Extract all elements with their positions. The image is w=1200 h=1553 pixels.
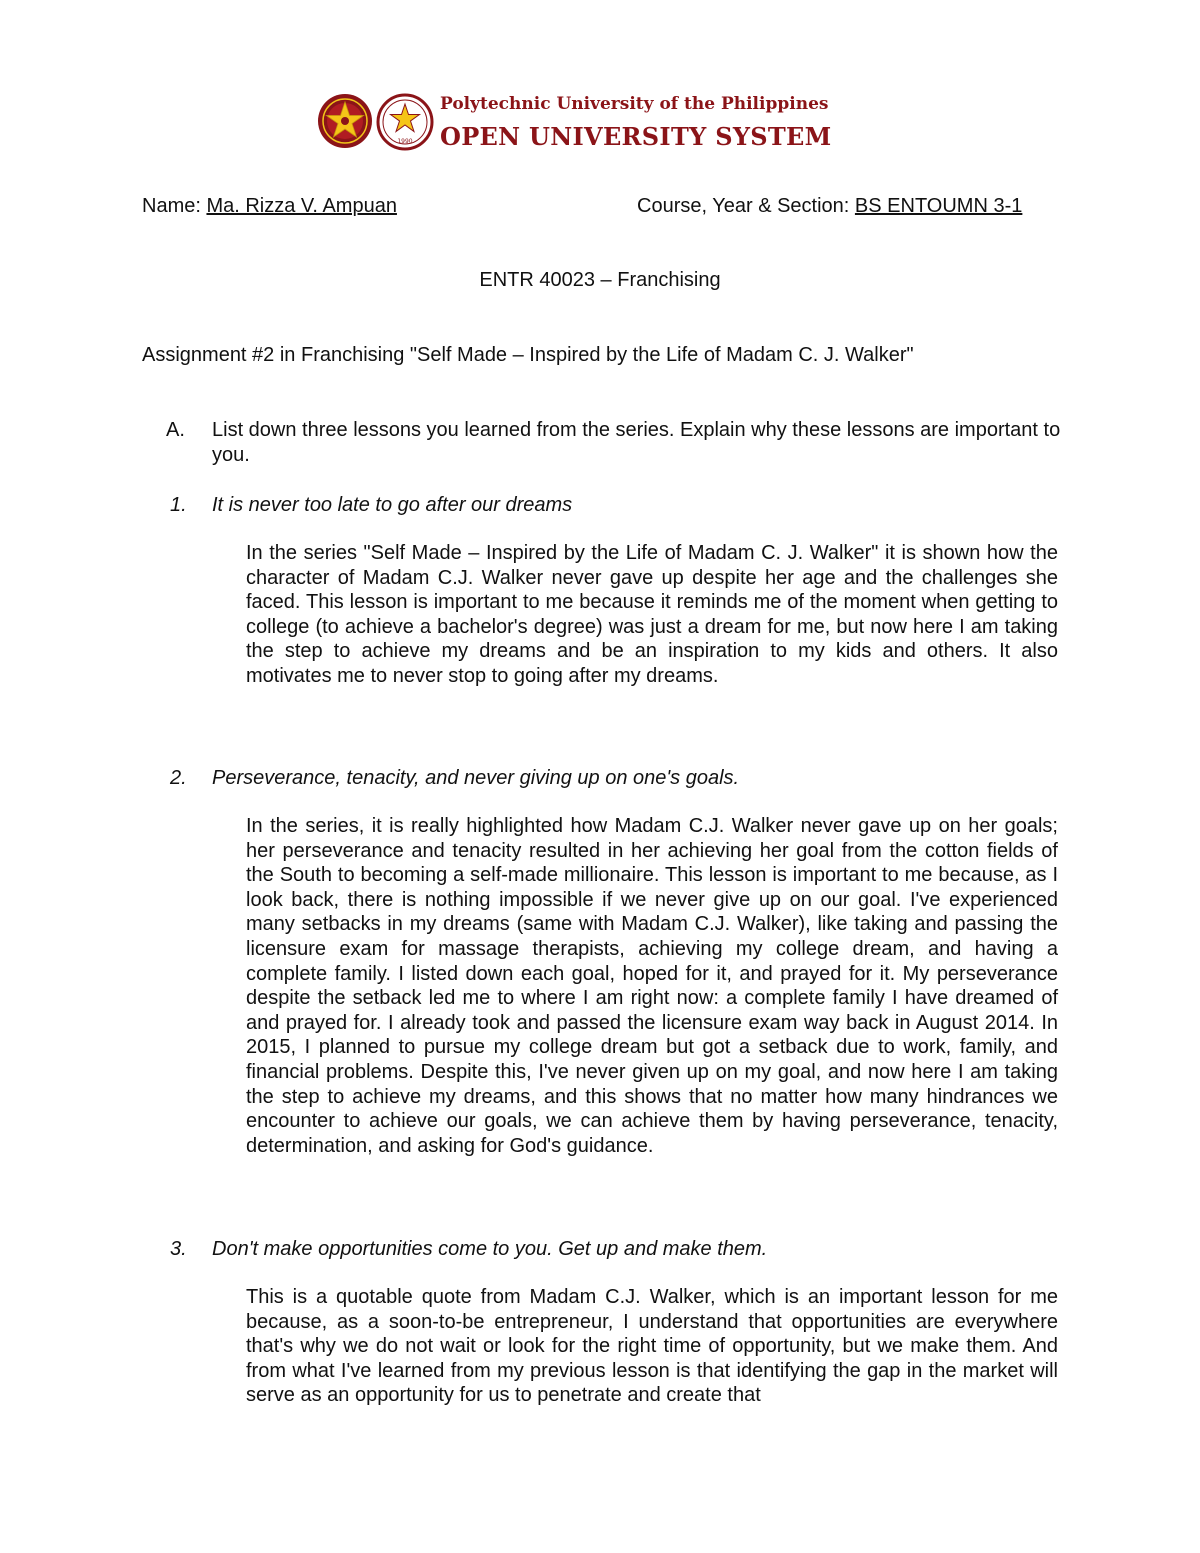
lesson-title: It is never too late to go after our dreams: [212, 494, 573, 516]
question-text: List down three lessons you learned from the series. Explain why these lessons are important to you.: [212, 419, 1061, 466]
lesson-title: Perseverance, tenacity, and never giving up on one's goals.: [212, 767, 740, 789]
logo-year-text: 1990: [397, 138, 413, 145]
university-name: Polytechnic University of the Philippines: [440, 94, 829, 114]
name-label: Name:: [142, 195, 207, 217]
lesson-body: This is a quotable quote from Madam C.J. Walker, which is an important lesson for me because, as a soon-to-be entrepreneur, I understand that opportunities are everywhere that's why we do not wait or look for the right time of opportunity, but we make them. And from what I've learned from my previous lesson is that identifying the gap in the market will serve as an opportunity for us to penetrate and create that: [246, 1286, 1058, 1407]
course-value: BS ENTOUMN 3-1: [854, 195, 1023, 217]
student-name-row: [142, 194, 397, 219]
lesson-title: Don't make opportunities come to you. Get up and make them.: [212, 1238, 768, 1260]
lesson-number: 1.: [170, 494, 187, 516]
open-university-system-title: OPEN UNIVERSITY SYSTEM: [440, 122, 832, 151]
lesson-body: In the series, it is really highlighted how Madam C.J. Walker never gave up on her goals; her perseverance and tenacity resulted in her achieving her goal from the cotton fields of the South to becoming a self-made millionaire. This lesson is important to me because, as I look back, there is nothing impossible if we never give up on our goal. I've experienced many setbacks in my dreams (same with Madam C.J. Walker), like taking and passing the licensure exam for massage therapists, achieving my college dream, and having a complete family. I listed down each goal, hoped for it, and prayed for it. My perseverance despite the setback led me to where I am right now: a complete family I have dreamed of and prayed for. I already took and passed the licensure exam way back in August 2014. In 2015, I planned to pursue my college dream but got a setback due to work, family, and financial problems. Despite this, I've never given up on my goal, and now here I am taking the step to achieve my dreams, and this shows that no matter how many hindrances we encounter to achieve our goals, we can achieve them by having perseverance, tenacity, determination, and asking for God's guidance.: [246, 815, 1058, 1157]
assignment-title: Assignment #2 in Franchising "Self Made – Inspired by the Life of Madam C. J. Walker": [142, 344, 914, 366]
name-value: Ma. Rizza V. Ampuan: [206, 195, 397, 217]
logos: [316, 92, 434, 154]
pup-seal-logo: [316, 92, 374, 150]
lesson-body: In the series "Self Made – Inspired by the Life of Madam C. J. Walker" it is shown how the character of Madam C.J. Walker never gave up despite her age and the challenges she faced. This lesson is important to me because it reminds me of the moment when getting to college (to achieve a bachelor's degree) was just a dream for me, but now here I am taking the step to achieve my dreams and be an inspiration to my kids and others. It also motivates me to never stop to going after my dreams.: [246, 542, 1058, 687]
ous-seal-logo: [376, 92, 434, 152]
lesson-number: 3.: [170, 1238, 187, 1260]
course-row: [637, 194, 1022, 219]
question-marker: A.: [166, 419, 185, 441]
lesson-number: 2.: [170, 767, 187, 789]
subject-title: ENTR 40023 – Franchising: [479, 269, 721, 291]
course-label: Course, Year & Section:: [637, 195, 855, 217]
